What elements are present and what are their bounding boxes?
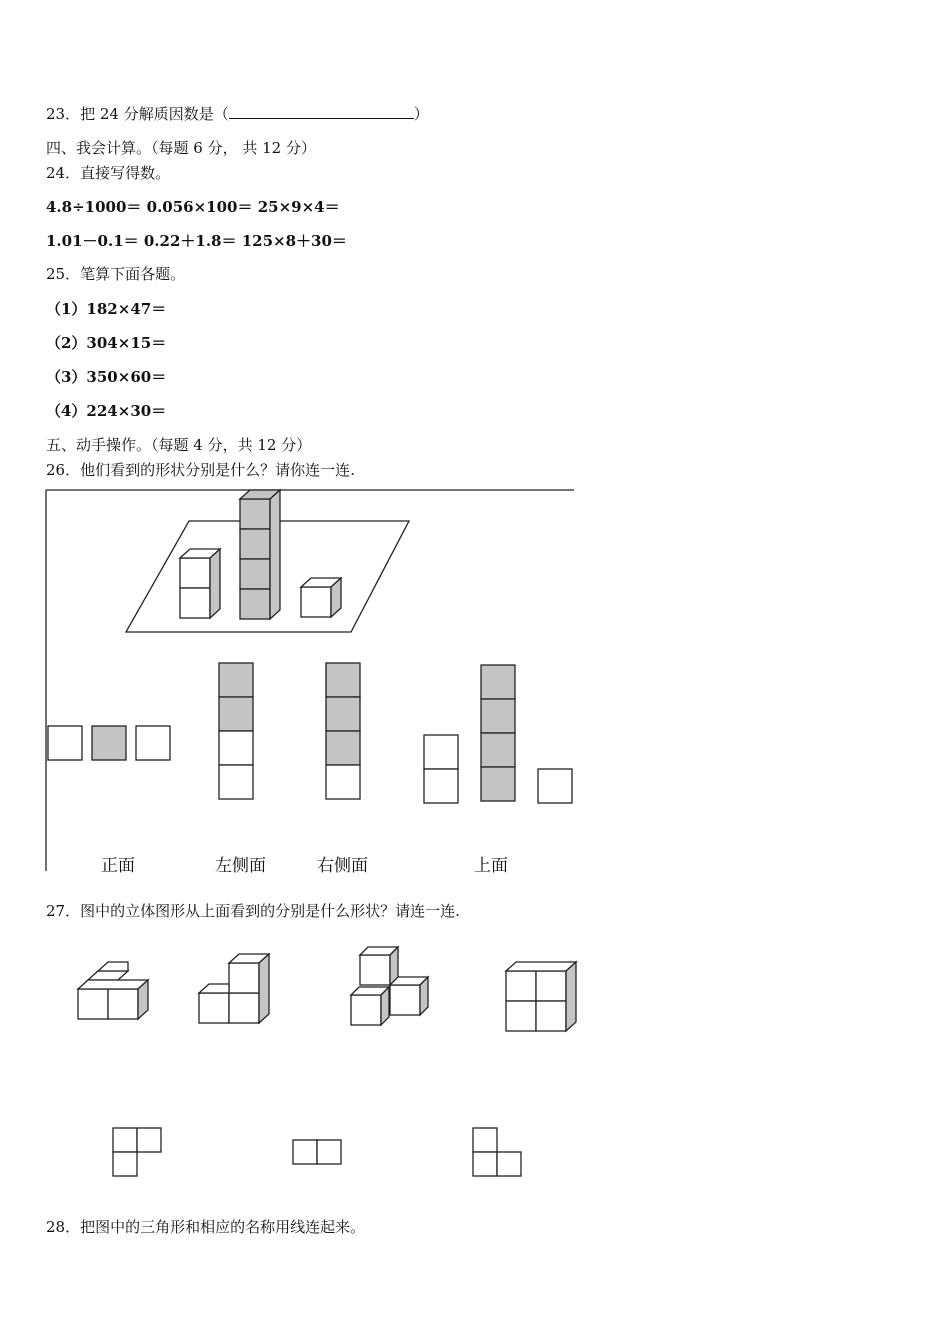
- q24-title: 24．直接写得数。: [46, 164, 171, 182]
- q23-answer-blank[interactable]: [229, 104, 414, 119]
- top-view-l-shape-1[interactable]: [113, 1128, 161, 1176]
- q25-title: 25．笔算下面各题。: [46, 265, 186, 283]
- q25-item-1: （1）182×47＝: [46, 300, 167, 318]
- view-front[interactable]: [48, 726, 170, 760]
- q26-figure: [44, 488, 576, 873]
- q24-row1: 4.8÷1000＝ 0.056×100＝ 25×9×4＝: [46, 198, 340, 216]
- left-cube-stack: [180, 549, 220, 618]
- caption-front: 正面: [101, 856, 135, 876]
- caption-right-side: 右侧面: [317, 856, 368, 876]
- view-right-side[interactable]: [326, 663, 360, 799]
- view-top[interactable]: [424, 665, 572, 803]
- solid-4[interactable]: [506, 962, 576, 1031]
- middle-cube-stack: [240, 490, 280, 619]
- section4-title: 四、我会计算。（每题 6 分， 共 12 分）: [46, 139, 316, 157]
- q26-title: 26．他们看到的形状分别是什么？请你连一连.: [46, 461, 355, 479]
- solid-2[interactable]: [199, 954, 269, 1023]
- q23-close: ）: [413, 105, 429, 123]
- solid-3[interactable]: [351, 947, 428, 1025]
- q25-item-2: （2）304×15＝: [46, 334, 167, 352]
- q28-title: 28．把图中的三角形和相应的名称用线连起来。: [46, 1218, 366, 1236]
- top-view-l-shape-2[interactable]: [473, 1128, 521, 1176]
- caption-top: 上面: [474, 856, 508, 876]
- section5-title: 五、动手操作。（每题 4 分，共 12 分）: [46, 436, 312, 454]
- q27-title: 27．图中的立体图形从上面看到的分别是什么形状？请连一连.: [46, 902, 460, 920]
- caption-left-side: 左侧面: [215, 856, 266, 876]
- right-cube: [301, 578, 341, 617]
- q25-item-3: （3）350×60＝: [46, 368, 167, 386]
- view-left-side[interactable]: [219, 663, 253, 799]
- q23-text: 23．把 24 分解质因数是（: [46, 105, 229, 123]
- top-view-two-squares[interactable]: [293, 1140, 341, 1164]
- solid-1[interactable]: [78, 962, 148, 1019]
- q24-row2: 1.01－0.1＝ 0.22＋1.8＝ 125×8＋30＝: [46, 232, 347, 250]
- q23-line: [46, 103, 429, 124]
- q27-figure: [70, 940, 590, 1185]
- q25-item-4: （4）224×30＝: [46, 402, 167, 420]
